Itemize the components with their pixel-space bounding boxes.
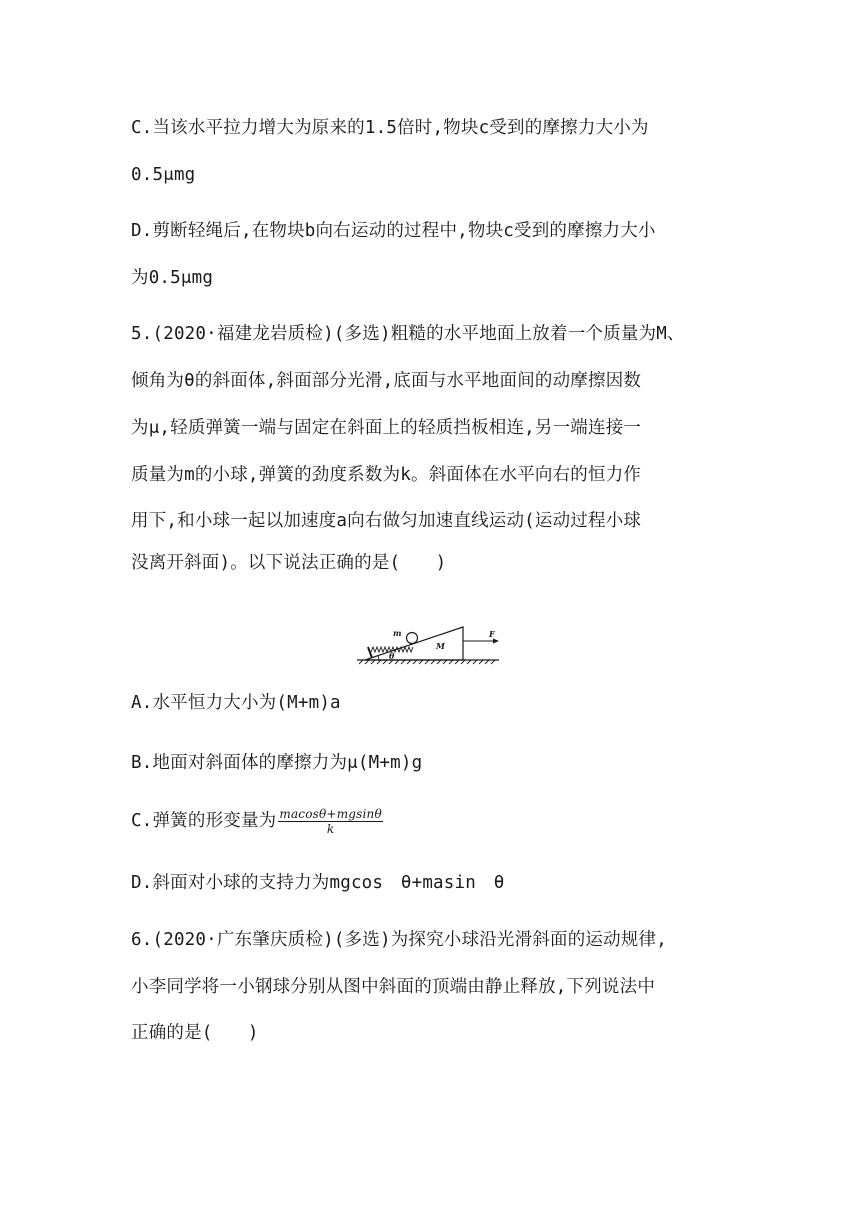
- formula-numerator: macosθ+mgsinθ: [279, 806, 382, 821]
- question-5-line-4: 质量为m的小球,弹簧的劲度系数为k。斜面体在水平向右的恒力作: [131, 465, 642, 485]
- option-b-text: B.地面对斜面体的摩擦力为μ(M+m)g: [131, 753, 423, 773]
- label-m: m: [393, 628, 402, 638]
- baffle: [368, 647, 372, 658]
- ball: [407, 633, 418, 644]
- question-6-line-1: 6.(2020·广东肇庆质检)(多选)为探究小球沿光滑斜面的运动规律,: [131, 930, 667, 950]
- question-6-line-3: 正确的是( ): [131, 1023, 259, 1043]
- question-6-line-2: 小李同学将一小钢球分别从图中斜面的顶端由静止释放,下列说法中: [131, 977, 656, 997]
- formula-fraction: [278, 807, 383, 836]
- question-5-line-6: 没离开斜面)。以下说法正确的是( ): [131, 553, 447, 573]
- force-arrowhead: [493, 639, 499, 644]
- theta-arc: [378, 656, 379, 661]
- option-c-text-cont: 0.5μmg: [131, 165, 196, 185]
- label-F: F: [489, 629, 495, 639]
- option-d2-text: D.斜面对小球的支持力为mgcos θ+masin θ: [131, 873, 505, 893]
- option-a-text: A.水平恒力大小为(M+m)a: [131, 693, 341, 713]
- option-c-text: C.当该水平拉力增大为原来的1.5倍时,物块c受到的摩擦力大小为: [131, 118, 649, 138]
- question-5-line-3: 为μ,轻质弹簧一端与固定在斜面上的轻质挡板相连,另一端连接一: [131, 418, 642, 438]
- formula-denominator: k: [326, 821, 335, 836]
- option-c-formula: [131, 805, 383, 837]
- label-M: M: [436, 641, 445, 651]
- question-5-line-2: 倾角为θ的斜面体,斜面部分光滑,底面与水平地面间的动摩擦因数: [131, 371, 642, 391]
- label-theta: θ: [389, 651, 395, 661]
- option-d-text: D.剪断轻绳后,在物块b向右运动的过程中,物块c受到的摩擦力大小: [131, 221, 656, 241]
- incline-spring-diagram: [357, 626, 502, 666]
- question-5-line-1: 5.(2020·福建龙岩质检)(多选)粗糙的水平地面上放着一个质量为M、: [131, 324, 685, 344]
- option-c-prefix: C.弹簧的形变量为: [131, 811, 277, 831]
- question-5-line-5: 用下,和小球一起以加速度a向右做匀加速直线运动(运动过程小球: [131, 511, 642, 531]
- option-d-text-cont: 为0.5μmg: [131, 268, 214, 288]
